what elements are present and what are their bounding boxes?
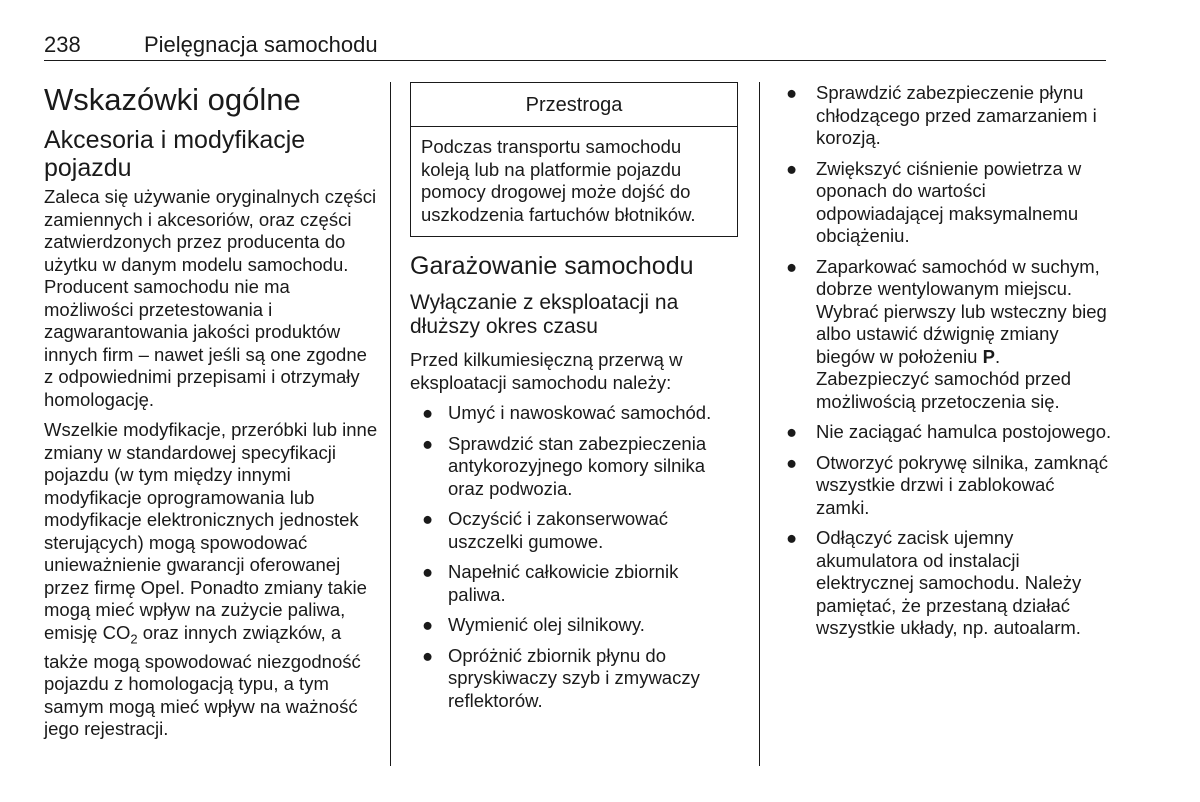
list-item-text: Sprawdzić zabezpieczenie płynu chłodzącego przed zamarzaniem i korozją. xyxy=(816,82,1097,148)
list-item-text xyxy=(816,256,1107,412)
column-divider-1 xyxy=(390,82,391,766)
chapter-title: Pielęgnacja samochodu xyxy=(144,32,378,57)
list-item-text: Napełnić całkowicie zbiornik paliwa. xyxy=(448,561,679,605)
subsection-title: Akcesoria i modyfikacje pojazdu xyxy=(44,126,306,182)
page-number: 238 xyxy=(44,32,81,57)
list-item-text: Sprawdzić stan zabezpieczenia antykorozyjnego komory silnika oraz podwozia. xyxy=(448,432,707,499)
bullet-icon: ● xyxy=(786,157,798,179)
list-item xyxy=(782,82,1112,150)
page-header xyxy=(44,30,1106,61)
co2-formula xyxy=(102,621,138,647)
bullet-icon: ● xyxy=(786,451,798,473)
bullet-icon: ● xyxy=(786,527,798,548)
list-item xyxy=(410,433,740,501)
bullet-icon: ● xyxy=(422,561,434,582)
list-item xyxy=(782,452,1112,520)
list-item xyxy=(782,527,1112,640)
co2-text: CO xyxy=(102,621,131,643)
bullet-icon: ● xyxy=(422,644,434,666)
column-left xyxy=(44,82,379,749)
paragraph-modifications xyxy=(44,419,379,741)
bullet-icon: ● xyxy=(422,402,434,423)
column-divider-2 xyxy=(759,82,760,766)
list-item xyxy=(410,614,740,637)
list-item xyxy=(782,421,1112,444)
list-item xyxy=(410,561,740,606)
list-item-text: Otworzyć pokrywę silnika, zamknąć wszystkie drzwi i zablokować zamki. xyxy=(816,451,1108,518)
list-item xyxy=(410,645,740,713)
paragraph-modifications-part1: Wszelkie modyfikacje, przeróbki lub inne zmiany w standardowej specyfikacji pojazdu (w tym między innymi modyfikacje oprogramowania lub modyfikacje elektronicznych jednostek sterujących) mogą spowodować unieważnienie gwarancji oferowanej przez firmę Opel. Ponadto zmiany takie mogą mieć wpływ na zużycie paliwa, emisję xyxy=(44,419,378,643)
gear-position-label: P xyxy=(982,345,995,367)
list-item-text: Oczyścić i zakonserwować uszczelki gumowe. xyxy=(448,508,669,552)
storage-checklist xyxy=(410,402,740,712)
list-item-text-part2: . Zabezpieczyć samochód przed możliwością przetoczenia się. xyxy=(816,345,1072,412)
paragraph-accessories: Zaleca się używanie oryginalnych części zamiennych i akcesoriów, oraz części zatwierdzonych przez producenta do użytku w danym modelu samochodu. Producent samochodu nie ma możliwości przetestowania i zagwarantowania jakości produktów innych firm – nawet jeśli są one zgodne z odpowiednimi przepisami i otrzymały homologację. xyxy=(44,186,377,410)
bullet-icon: ● xyxy=(786,82,798,103)
column-middle xyxy=(410,82,740,720)
subsection-title-storage: Wyłączanie z eksploatacji na dłuższy okres czasu xyxy=(410,291,679,338)
bullet-icon: ● xyxy=(422,614,434,635)
section-title-garage: Garażowanie samochodu xyxy=(410,252,694,280)
list-item-text: Odłączyć zacisk ujemny akumulatora od instalacji elektrycznej samochodu. Należy pamiętać, że przestaną działać wszystkie układy, np. autoalarm. xyxy=(816,527,1082,638)
bullet-icon: ● xyxy=(786,421,798,442)
list-item xyxy=(410,508,740,553)
list-item-text: Umyć i nawoskować samochód. xyxy=(448,402,712,423)
bullet-icon: ● xyxy=(422,432,434,454)
storage-checklist-continued xyxy=(782,82,1112,640)
list-item-text: Nie zaciągać hamulca postojowego. xyxy=(816,421,1112,442)
caution-text: Podczas transportu samochodu koleją lub na platformie pojazdu pomocy drogowej może dojść do uszkodzenia fartuchów błotników. xyxy=(421,136,696,225)
caution-box xyxy=(410,82,738,237)
paragraph-modifications-part2: oraz innych związków, a także mogą spowodować niezgodność pojazdu z homologacją typu, a tym samym mogą mieć wpływ na ważność jego rejestracji. xyxy=(44,621,361,740)
co2-subscript: 2 xyxy=(130,631,138,647)
list-item-text: Wymienić olej silnikowy. xyxy=(448,614,645,635)
bullet-icon: ● xyxy=(786,255,798,277)
list-item-text: Zwiększyć ciśnienie powietrza w oponach do wartości odpowiadającej maksymalnemu obciążeniu. xyxy=(816,157,1082,246)
list-item-text-part1: Zaparkować samochód w suchym, dobrze wentylowanym miejscu. Wybrać pierwszy lub wsteczny bieg albo ustawić dźwignię zmiany biegów w położeniu xyxy=(816,255,1107,367)
list-item xyxy=(782,158,1112,248)
list-item xyxy=(410,402,740,425)
list-item-text: Opróżnić zbiornik płynu do spryskiwaczy szyb i zmywaczy reflektorów. xyxy=(448,644,700,711)
paragraph-intro: Przed kilkumiesięczną przerwą w eksploatacji samochodu należy: xyxy=(410,349,683,393)
column-right xyxy=(782,82,1112,648)
section-title: Wskazówki ogólne xyxy=(44,82,301,117)
caution-title: Przestroga xyxy=(411,83,737,127)
list-item xyxy=(782,256,1112,414)
bullet-icon: ● xyxy=(422,508,434,529)
